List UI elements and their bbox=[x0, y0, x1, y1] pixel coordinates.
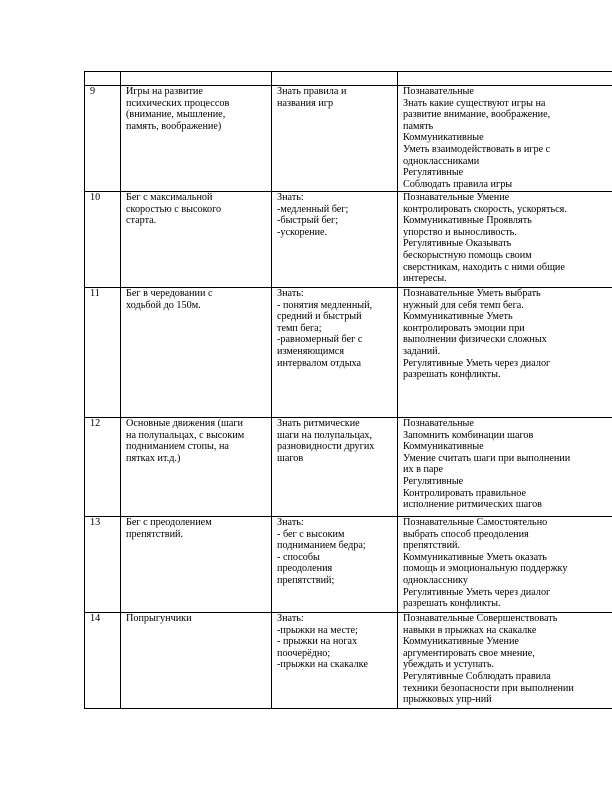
cell-text-line: -равномерный бег с bbox=[277, 334, 363, 346]
header-cell-knowledge bbox=[272, 72, 398, 86]
cell-text-line: бескорыстную помощь своим bbox=[403, 249, 532, 261]
table-row bbox=[85, 192, 612, 288]
lesson-number-cell: 12 bbox=[85, 418, 121, 517]
cell-text-line: Познавательные Самостоятельно bbox=[403, 517, 548, 528]
header-row bbox=[85, 72, 612, 86]
cell-text-line: контролировать скорость, ускоряться. bbox=[403, 203, 567, 215]
cell-text-line: интервалом отдыха bbox=[277, 357, 362, 369]
cell-text-line: подниманием бедра; bbox=[277, 540, 366, 552]
cell-text-line: Регулятивные bbox=[403, 475, 464, 487]
knowledge-cell bbox=[272, 86, 398, 192]
knowledge-cell bbox=[272, 288, 398, 418]
cell-text-line: ходьбой до 150м. bbox=[126, 299, 201, 311]
cell-text-line: помощь и эмоциональную поддержку bbox=[403, 563, 568, 575]
cell-text-line: выполнении физически сложных bbox=[403, 334, 547, 346]
cell-text-line: исполнение ритмических шагов bbox=[403, 499, 542, 511]
cell-text-line: изменяющимся bbox=[277, 345, 344, 357]
cell-text-line: Соблюдать правила игры bbox=[403, 178, 513, 190]
cell-text-line: разновидности других bbox=[277, 441, 375, 453]
cell-text-line: сверстникам, находить с ними общие bbox=[403, 261, 565, 273]
cell-text-line: Бег в чередовании с bbox=[126, 288, 213, 299]
cell-text-line: Познавательные Уметь выбрать bbox=[403, 288, 541, 299]
cell-text-line: нужный для себя темп бега. bbox=[403, 299, 524, 311]
cell-text-line: пятках ит.д.) bbox=[126, 452, 181, 464]
cell-text-line: -ускорение. bbox=[277, 226, 328, 238]
cell-text-line: Знать: bbox=[277, 613, 304, 624]
cell-text-line: контролировать эмоции при bbox=[403, 322, 525, 334]
cell-text-line: память, воображение) bbox=[126, 120, 222, 132]
cell-text-line: психических процессов bbox=[126, 97, 230, 109]
table-row bbox=[85, 86, 612, 192]
lesson-number-cell: 10 bbox=[85, 192, 121, 288]
cell-text-line: их в паре bbox=[403, 464, 444, 476]
cell-text-line: заданий. bbox=[403, 345, 441, 357]
cell-text-line: Бег с преодолением bbox=[126, 517, 212, 528]
cell-text-line: однокласснику bbox=[403, 574, 468, 586]
cell-text-line: развитие внимание, воображение, bbox=[403, 109, 551, 121]
cell-text-line: Познавательные Умение bbox=[403, 192, 510, 203]
cell-text-line: шаги на полупальцах, bbox=[277, 429, 373, 441]
cell-text-line: темп бега; bbox=[277, 322, 322, 334]
table-row bbox=[85, 517, 612, 613]
cell-text-line: Коммуникативные Умение bbox=[403, 636, 519, 648]
cell-text-line: Знать какие существуют игры на bbox=[403, 97, 546, 109]
cell-text-line: средний и быстрый bbox=[277, 311, 362, 323]
cell-text-line: - понятия медленный, bbox=[277, 299, 373, 311]
cell-text-line: препятствий; bbox=[277, 574, 335, 586]
cell-text-line: (внимание, мышление, bbox=[126, 109, 226, 121]
knowledge-cell bbox=[272, 192, 398, 288]
lesson-number-cell: 11 bbox=[85, 288, 121, 418]
cell-text-line: Умение считать шаги при выполнении bbox=[403, 452, 571, 464]
cell-text-line: прыжковых упр-ний bbox=[403, 694, 492, 706]
cell-text-line: - бег с высоким bbox=[277, 528, 345, 540]
cell-text-line: Знать правила и bbox=[277, 86, 347, 97]
cell-text-line: Игры на развитие bbox=[126, 86, 203, 97]
cell-text-line: поочерёдно; bbox=[277, 647, 331, 659]
cell-text-line: старта. bbox=[126, 215, 157, 227]
cell-text-line: Коммуникативные Уметь оказать bbox=[403, 551, 547, 563]
cell-text-line: -прыжки на месте; bbox=[277, 624, 358, 636]
cell-text-line: Знать: bbox=[277, 192, 304, 203]
cell-text-line: разрешать конфликты. bbox=[403, 598, 501, 610]
cell-text-line: Основные движения (шаги bbox=[126, 418, 243, 429]
cell-text-line: память bbox=[403, 120, 434, 132]
cell-text-line: Коммуникативные bbox=[403, 441, 484, 453]
cell-text-line: Коммуникативные bbox=[403, 132, 484, 144]
cell-text-line: Бег с максимальной bbox=[126, 192, 213, 203]
skills-cell bbox=[398, 613, 612, 709]
cell-text-line: Регулятивные Уметь через диалог bbox=[403, 586, 551, 598]
cell-text-line: выбрать способ преодоления bbox=[403, 528, 529, 540]
cell-text-line: Коммуникативные Уметь bbox=[403, 311, 513, 323]
cell-text-line: -быстрый бег; bbox=[277, 215, 339, 227]
header-cell-topic bbox=[121, 72, 272, 86]
cell-text-line: Контролировать правильное bbox=[403, 487, 527, 499]
cell-text-line: -медленный бег; bbox=[277, 203, 349, 215]
cell-text-line: одноклассниками bbox=[403, 155, 480, 167]
lesson-number-cell: 9 bbox=[85, 86, 121, 192]
cell-text-line: убеждать и уступать. bbox=[403, 659, 495, 671]
cell-text-line: Регулятивные bbox=[403, 167, 464, 179]
cell-text-line: на полупальцах, с высоким bbox=[126, 429, 245, 441]
cell-text-line: Регулятивные Оказывать bbox=[403, 238, 512, 250]
lesson-topic-cell bbox=[121, 288, 272, 418]
cell-text-line: шагов bbox=[277, 452, 304, 464]
cell-text-line: Познавательные bbox=[403, 86, 474, 97]
skills-cell bbox=[398, 288, 612, 418]
knowledge-cell bbox=[272, 418, 398, 517]
lesson-plan-table bbox=[84, 71, 612, 709]
lesson-topic-cell bbox=[121, 517, 272, 613]
lesson-number-cell: 13 bbox=[85, 517, 121, 613]
lesson-topic-cell bbox=[121, 86, 272, 192]
cell-text-line: - прыжки на ногах bbox=[277, 636, 358, 648]
lesson-topic-cell bbox=[121, 613, 272, 709]
knowledge-cell bbox=[272, 517, 398, 613]
skills-cell bbox=[398, 418, 612, 517]
cell-text-line: Знать: bbox=[277, 288, 304, 299]
cell-text-line: Коммуникативные Проявлять bbox=[403, 215, 532, 227]
skills-cell bbox=[398, 192, 612, 288]
cell-text-line: препятствий. bbox=[126, 528, 184, 540]
lesson-topic-cell bbox=[121, 192, 272, 288]
cell-text-line: - способы bbox=[277, 551, 320, 563]
table-row bbox=[85, 288, 612, 418]
cell-text-line: Познавательные Совершенствовать bbox=[403, 613, 558, 624]
cell-text-line: Запомнить комбинации шагов bbox=[403, 429, 534, 441]
cell-text-line: интересы. bbox=[403, 273, 447, 285]
table-row bbox=[85, 613, 612, 709]
cell-text-line: техники безопасности при выполнении bbox=[403, 682, 574, 694]
cell-text-line: преодоления bbox=[277, 563, 333, 575]
cell-text-line: Знать ритмические bbox=[277, 418, 360, 429]
cell-text-line: навыки в прыжках на скакалке bbox=[403, 624, 537, 636]
table-row bbox=[85, 418, 612, 517]
lesson-topic-cell bbox=[121, 418, 272, 517]
cell-text-line: Знать: bbox=[277, 517, 304, 528]
cell-text-line: Попрыгунчики bbox=[126, 613, 192, 624]
lesson-number-cell: 14 bbox=[85, 613, 121, 709]
skills-cell bbox=[398, 517, 612, 613]
cell-text-line: препятствий. bbox=[403, 540, 461, 552]
cell-text-line: аргументировать свое мнение, bbox=[403, 647, 535, 659]
cell-text-line: скоростью с высокого bbox=[126, 203, 222, 215]
cell-text-line: подниманием стопы, на bbox=[126, 441, 229, 453]
cell-text-line: упорство и выносливость. bbox=[403, 226, 517, 238]
cell-text-line: названия игр bbox=[277, 97, 334, 109]
header-cell-skills bbox=[398, 72, 612, 86]
cell-text-line: Уметь взаимодействовать в игре с bbox=[403, 143, 551, 155]
cell-text-line: Регулятивные Соблюдать правила bbox=[403, 670, 551, 682]
cell-text-line: разрешать конфликты. bbox=[403, 369, 501, 381]
cell-text-line: -прыжки на скакалке bbox=[277, 659, 368, 671]
header-cell-number bbox=[85, 72, 121, 86]
skills-cell bbox=[398, 86, 612, 192]
cell-text-line: Регулятивные Уметь через диалог bbox=[403, 357, 551, 369]
cell-text-line: Познавательные bbox=[403, 418, 474, 429]
knowledge-cell bbox=[272, 613, 398, 709]
